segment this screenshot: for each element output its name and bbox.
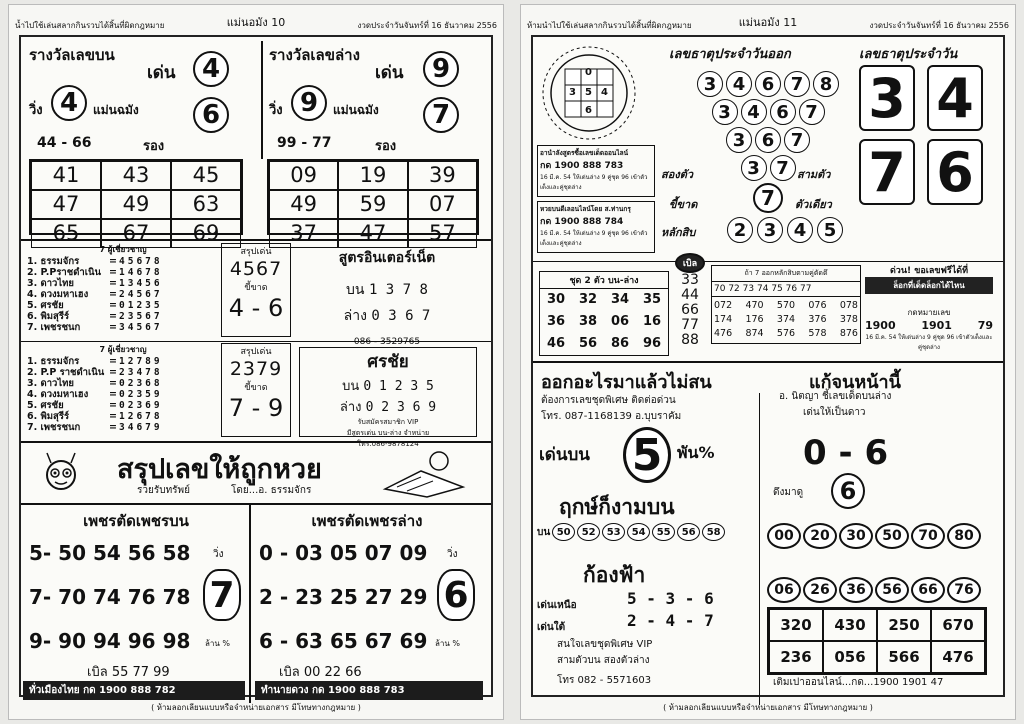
right-header-date: งวดประจำวันจันทร์ที่ 16 ธันวาคม 2556 bbox=[869, 21, 1009, 30]
pyramid-digit: 6 bbox=[755, 71, 781, 97]
lower-run-digit: 9 bbox=[291, 85, 327, 121]
grid-cell: 47 bbox=[31, 190, 101, 219]
pair-cell: 35 bbox=[642, 292, 662, 307]
summary-lower-cut-value: 7 - 9 bbox=[228, 394, 284, 422]
upper-number-grid bbox=[29, 159, 243, 245]
lead-percent: พัน% bbox=[677, 443, 715, 462]
internet-formula-panel bbox=[297, 243, 477, 347]
ad1-note: 16 มี.ค. 54 ให้เด่นล่าง 9 คู่ชุด 96 เข้าตัวเต็งและคู่ชุดล่าง bbox=[540, 174, 648, 191]
pair-chip: 56 bbox=[875, 577, 909, 603]
pair-chip: 76 bbox=[947, 577, 981, 603]
double-value: 66 bbox=[681, 302, 699, 318]
cut-upper-line: 7- 70 74 76 78 bbox=[29, 585, 191, 609]
grid-cell: 45 bbox=[171, 161, 241, 190]
grid-cell: 63 bbox=[171, 190, 241, 219]
grid-cell: 19 bbox=[338, 161, 407, 190]
cut-lower-tag: วิ่ง bbox=[447, 549, 458, 560]
row-digit: 2 bbox=[727, 217, 753, 243]
day-digit-grid bbox=[859, 65, 985, 205]
lower-sub-label: รอง bbox=[375, 139, 397, 154]
cut-lower-line: 6 - 63 65 67 69 bbox=[259, 629, 428, 653]
day-title: เลขธาตุประจำวัน bbox=[859, 47, 958, 62]
list-item: 7. เพชรชนก = 34679 bbox=[27, 422, 163, 433]
triple-cell: 430 bbox=[823, 609, 877, 641]
row-digit: 3 bbox=[757, 217, 783, 243]
lead-digit: 5 bbox=[623, 427, 671, 483]
grid-cell: 49 bbox=[269, 190, 338, 219]
pair-cell: 56 bbox=[578, 336, 598, 351]
pyramid-label: สามตัว bbox=[797, 168, 831, 181]
lucky-value: 53 bbox=[602, 523, 625, 541]
formula-title: สูตรอินเตอร์เน็ต bbox=[338, 250, 436, 266]
lucky-value: 58 bbox=[702, 523, 725, 541]
element-title: เลขธาตุประจำวันออก bbox=[669, 47, 791, 62]
summary-lower-box bbox=[221, 343, 291, 437]
kong-bottom-value: 2 - 4 - 7 bbox=[627, 611, 714, 630]
wheel-digit: 4 bbox=[601, 87, 608, 98]
sornchai-phone: โทร.086-9878124 bbox=[357, 440, 419, 448]
upper-sub-label: รอง bbox=[143, 139, 165, 154]
triple-cell: 476 bbox=[931, 641, 985, 673]
pair-cell: 46 bbox=[546, 336, 566, 351]
pyramid-digit: 7 bbox=[784, 127, 810, 153]
list-item: 7. เพชรชนก = 34567 bbox=[27, 322, 163, 333]
sornchai-top-label: บน bbox=[342, 379, 360, 394]
pair-cell: 32 bbox=[578, 292, 598, 307]
pyramid-digit: 6 bbox=[755, 127, 781, 153]
headline-right: แก้จนหน้านี้ bbox=[809, 372, 901, 393]
pair-chip: 26 bbox=[803, 577, 837, 603]
left-header-title: แม่นอมัง 10 bbox=[226, 16, 286, 29]
cut-lower-tail-value: 00 22 66 bbox=[303, 665, 362, 680]
double-value: 77 bbox=[681, 317, 699, 333]
ad-box-2 bbox=[537, 201, 655, 253]
experts-upper-title: 7 ผู้เชี่ยวชาญ bbox=[99, 245, 147, 254]
contact-line2: โทร. 087-1168139 อ.บุบราคัม bbox=[541, 411, 682, 422]
cut-lower-tag: ล้าน % bbox=[435, 639, 461, 648]
kong-top-row bbox=[537, 593, 577, 613]
lucky-label: บน bbox=[537, 526, 551, 538]
cut-upper-tail-label: เบิล bbox=[87, 665, 108, 680]
list-item: 6. พิมสุรีร์ = 12678 bbox=[27, 411, 163, 422]
vip-line3: โทร 082 - 5571603 bbox=[557, 675, 652, 686]
pair-row-a bbox=[767, 523, 981, 549]
lucky-title: ฤกษ์ก็งามบน bbox=[559, 495, 675, 519]
divider bbox=[533, 361, 1003, 363]
summary-upper-cut-value: 4 - 6 bbox=[228, 294, 284, 322]
summary-lower-title: สรุปเด่น bbox=[240, 347, 272, 357]
list-item: 4. ดวงมหาเฮง = 02359 bbox=[27, 389, 163, 400]
experts-lower-list bbox=[27, 343, 219, 433]
pyramid-digit: 6 bbox=[770, 99, 796, 125]
pair-chip: 36 bbox=[839, 577, 873, 603]
grid-cell: 49 bbox=[101, 190, 171, 219]
left-page bbox=[8, 4, 504, 720]
summary-upper-title: สรุปเด่น bbox=[240, 247, 272, 257]
pair-chip: 70 bbox=[911, 523, 945, 549]
nitya-line1: อ. นิตญา ชี้เลขเด็ดบนล่าง bbox=[779, 391, 892, 402]
upper-run-label: วิ่ง bbox=[29, 103, 43, 118]
grid-cell: 59 bbox=[338, 190, 407, 219]
rush-panel bbox=[865, 263, 993, 352]
pair-set-title: ชุด 2 ตัว บน-ล่าง bbox=[539, 271, 669, 289]
grid-cell: 69 bbox=[171, 219, 241, 248]
summary-upper-cut-label: ขี้ขาด bbox=[244, 283, 268, 293]
day-digit: 6 bbox=[927, 139, 983, 205]
summary-upper-box bbox=[221, 243, 291, 337]
list-item: 4. ดวงมหาเฮง = 24567 bbox=[27, 289, 163, 300]
reader-cartoon-icon bbox=[377, 447, 469, 499]
double-value: 88 bbox=[681, 332, 699, 348]
pair-cell: 34 bbox=[610, 292, 630, 307]
lower-run-label: วิ่ง bbox=[269, 103, 283, 118]
pyramid-digit: 3 bbox=[741, 155, 767, 181]
lower-prize-panel bbox=[261, 41, 483, 159]
day-digit: 4 bbox=[927, 65, 983, 131]
ad1-title: อานำลังสูตรซื้อเลขเด็ดออนไลน์ bbox=[540, 149, 629, 157]
wheel-digit: 0 bbox=[585, 67, 592, 78]
pyramid-label: หลักสิบ bbox=[661, 226, 696, 239]
pair-cell: 96 bbox=[642, 336, 662, 351]
cut-upper-digit: 7 bbox=[203, 569, 241, 621]
rush-title: ด่วน! ขอเลขฟรีได้ที่ bbox=[889, 266, 969, 276]
upper-lead-digit: 4 bbox=[193, 51, 229, 87]
pyramid-digit: 3 bbox=[697, 71, 723, 97]
hotline-bar-right: ทำนายดวง กด 1900 888 783 bbox=[255, 681, 483, 700]
double-value: 44 bbox=[681, 287, 699, 303]
list-item: 2. P.Pราชดำเนิน = 14678 bbox=[27, 267, 163, 278]
cut-upper-line: 5- 50 54 56 58 bbox=[29, 541, 191, 565]
three-digit-table bbox=[711, 265, 861, 344]
experts-lower-title: 7 ผู้เชี่ยวชาญ bbox=[99, 345, 147, 354]
pyramid-digit: 3 bbox=[726, 127, 752, 153]
triple-cell: 250 bbox=[877, 609, 931, 641]
sornchai-bottom-value: 0 2 3 6 9 bbox=[365, 400, 437, 415]
right-header-title: แม่นอมัง 11 bbox=[738, 16, 798, 29]
ad1-line: กด 1900 888 783 bbox=[540, 161, 624, 171]
cut-lower-line: 2 - 23 25 27 29 bbox=[259, 585, 428, 609]
lower-sub-digit: 7 bbox=[423, 97, 459, 133]
grid-cell: 67 bbox=[101, 219, 171, 248]
pair-chip: 20 bbox=[803, 523, 837, 549]
triple-cell: 670 bbox=[931, 609, 985, 641]
day-digit: 7 bbox=[859, 139, 915, 205]
left-header-disclaimer: น้ำไปใช้เล่นสลากกินรวบได้สิ้นที่ผิดกฎหมาย bbox=[15, 21, 165, 30]
divider bbox=[249, 503, 251, 703]
left-footer: ( ห้ามลอกเลียนแบบหรือจำหน่ายเอกสาร มีโทษทางกฎหมาย ) bbox=[151, 703, 361, 712]
nitya-pull-label: ดึงมาดู bbox=[773, 487, 804, 498]
three-digit-pairs: 70 72 73 74 75 76 77 bbox=[711, 282, 861, 297]
formula-top-value: 1 3 7 8 bbox=[368, 282, 428, 298]
divider bbox=[533, 261, 1003, 262]
sornchai-note1: รับสมัครสมาชิก VIP bbox=[357, 418, 419, 426]
triple-cell: 320 bbox=[769, 609, 823, 641]
pyramid-digit: 8 bbox=[813, 71, 839, 97]
left-header bbox=[15, 13, 497, 33]
formula-bottom-label: ล่าง bbox=[343, 308, 367, 324]
cut-lower-panel bbox=[255, 509, 479, 681]
list-item: 6. พิมสุรีร์ = 23567 bbox=[27, 311, 163, 322]
pair-cell: 30 bbox=[546, 292, 566, 307]
upper-run-text: แม่นฉมัง bbox=[93, 103, 139, 117]
double-column bbox=[673, 251, 707, 348]
divider bbox=[21, 239, 491, 241]
cut-upper-panel bbox=[27, 509, 245, 681]
pyramid-digit: 7 bbox=[799, 99, 825, 125]
rush-number: 79 bbox=[977, 319, 993, 332]
triple-cell: 236 bbox=[769, 641, 823, 673]
summary-lower-cut-label: ขี้ขาด bbox=[244, 383, 268, 393]
vip-line1: สนใจเลขชุดพิเศษ VIP bbox=[557, 639, 653, 650]
ad2-note: 16 มี.ค. 54 ให้เด่นล่าง 9 คู่ชุด 96 เข้าตัวเต็งและคู่ชุดล่าง bbox=[540, 230, 648, 247]
pair-cell: 06 bbox=[610, 314, 630, 329]
grid-cell: 43 bbox=[101, 161, 171, 190]
pair-cell: 16 bbox=[642, 314, 662, 329]
ad2-title: หวยบนดีเลอนไลน์โดย ส.ท่านกรุ bbox=[540, 205, 631, 213]
cut-lower-title: เพชรตัดเพชรล่าง bbox=[311, 512, 423, 530]
kong-top-value: 5 - 3 - 6 bbox=[627, 589, 714, 608]
pair-chip: 30 bbox=[839, 523, 873, 549]
day-digit: 3 bbox=[859, 65, 915, 131]
lucky-row bbox=[537, 523, 725, 541]
divider bbox=[759, 393, 760, 705]
rush-label: กดหมายเลข bbox=[907, 308, 951, 317]
banner-sub1: รวยรับทรัพย์ bbox=[137, 485, 190, 496]
pair-chip: 66 bbox=[911, 577, 945, 603]
pyramid-digit: 7 bbox=[753, 183, 783, 213]
lower-prize-title: รางวัลเลขล่าง bbox=[269, 46, 360, 64]
right-page bbox=[520, 4, 1016, 720]
lucky-value: 56 bbox=[677, 523, 700, 541]
lucky-value: 52 bbox=[577, 523, 600, 541]
cut-upper-tag: วิ่ง bbox=[213, 549, 224, 560]
pair-chip: 80 bbox=[947, 523, 981, 549]
contact-line1: ต้องการเลขชุดพิเศษ ติดต่อด่วน bbox=[541, 395, 676, 406]
pair-chip: 06 bbox=[767, 577, 801, 603]
lower-run-text: แม่นฉมัง bbox=[333, 103, 379, 117]
sornchai-bottom-label: ล่าง bbox=[339, 400, 362, 415]
rush-number: 1900 bbox=[865, 319, 896, 332]
right-frame bbox=[531, 35, 1005, 697]
list-item: 5. ศรชัย = 01235 bbox=[27, 300, 163, 311]
lower-number-grid bbox=[267, 159, 479, 245]
rush-number: 1901 bbox=[921, 319, 952, 332]
wheel-digit: 5 bbox=[585, 87, 592, 98]
sornchai-title: ศรชัย bbox=[367, 352, 409, 372]
kong-title: ก้องฟ้า bbox=[583, 563, 646, 587]
upper-lead-label: เด่น bbox=[147, 63, 176, 83]
pyramid-digit: 7 bbox=[770, 155, 796, 181]
row-digit: 4 bbox=[787, 217, 813, 243]
right-footer: ( ห้ามลอกเลียนแบบหรือจำหน่ายเอกสาร มีโทษทางกฎหมาย ) bbox=[663, 703, 873, 712]
pair-cell: 38 bbox=[578, 314, 598, 329]
cut-upper-tag: ล้าน % bbox=[205, 639, 231, 648]
right-header bbox=[527, 13, 1009, 33]
grid-cell: 47 bbox=[338, 219, 407, 248]
three-digit-grid: 072 470 570 076 078 174 176 374 376 378 476 874 576 578 876 bbox=[711, 297, 861, 344]
upper-pair: 44 - 66 bbox=[37, 135, 92, 151]
upper-prize-panel bbox=[27, 41, 249, 159]
lower-lead-digit: 9 bbox=[423, 51, 459, 87]
banner-title: สรุปเลขให้ถูกหวย bbox=[117, 454, 322, 485]
cut-upper-line: 9- 90 94 96 98 bbox=[29, 629, 191, 653]
lower-pair: 99 - 77 bbox=[277, 135, 332, 151]
left-header-date: งวดประจำวันจันทร์ที่ 16 ธันวาคม 2556 bbox=[357, 21, 497, 30]
row-digit: 5 bbox=[817, 217, 843, 243]
pyramid-digit: 4 bbox=[726, 71, 752, 97]
grid-cell: 09 bbox=[269, 161, 338, 190]
pyramid-label: ตัวเดียว bbox=[795, 198, 832, 211]
lower-lead-label: เด่น bbox=[375, 63, 404, 83]
list-item: 5. ศรชัย = 02369 bbox=[27, 400, 163, 411]
grid-cell: 41 bbox=[31, 161, 101, 190]
headline-left: ออกอะไรมาแล้วไม่สน bbox=[541, 372, 712, 393]
nitya-pull-digit: 6 bbox=[831, 473, 865, 509]
kong-bottom-row bbox=[537, 615, 565, 635]
lucky-value: 50 bbox=[552, 523, 575, 541]
ad2-line: กด 1900 888 784 bbox=[540, 217, 624, 227]
list-item: 3. ดาวไทย = 13456 bbox=[27, 278, 163, 289]
summary-lower-value: 2379 bbox=[229, 358, 283, 380]
list-item: 1. ธรรมจักร = 45678 bbox=[27, 256, 163, 267]
cut-lower-digit: 6 bbox=[437, 569, 475, 621]
grid-cell: 39 bbox=[408, 161, 477, 190]
experts-upper-list bbox=[27, 243, 219, 333]
grid-cell: 65 bbox=[31, 219, 101, 248]
upper-prize-title: รางวัลเลขบน bbox=[29, 46, 115, 64]
list-item: 3. ดาวไทย = 02368 bbox=[27, 378, 163, 389]
upper-run-digit: 4 bbox=[51, 85, 87, 121]
number-pyramid bbox=[683, 71, 853, 213]
kong-bottom-label: เด่นใต้ bbox=[537, 622, 566, 633]
pair-cell: 36 bbox=[546, 314, 566, 329]
kong-top-label: เด่นเหนือ bbox=[537, 600, 577, 611]
lead-label: เด่นบน bbox=[539, 445, 590, 465]
triple-grid bbox=[767, 607, 987, 675]
divider bbox=[21, 441, 491, 443]
nitya-pair: 0 - 6 bbox=[803, 433, 889, 473]
pyramid-label: ขี้ขาด bbox=[669, 198, 698, 211]
rush-sub: ล็อกที่เด็ดล็อกได้ไหน bbox=[865, 277, 993, 294]
triple-cell: 056 bbox=[823, 641, 877, 673]
mascot-icon bbox=[37, 449, 85, 497]
divider bbox=[21, 341, 491, 342]
double-label: เบิล bbox=[675, 253, 705, 273]
pyramid-digit: 3 bbox=[712, 99, 738, 125]
ad-box-1 bbox=[537, 145, 655, 197]
cut-lower-tail-label: เบิล bbox=[279, 665, 300, 680]
cut-upper-title: เพชรตัดเพชรบน bbox=[83, 512, 189, 530]
triple-cell: 566 bbox=[877, 641, 931, 673]
nitya-line2: เด่นให้เป็นดาว bbox=[803, 407, 866, 418]
grid-cell: 57 bbox=[408, 219, 477, 248]
formula-bottom-value: 0 3 6 7 bbox=[371, 308, 431, 324]
banner-sub2: โดย...อ. ธรรมจักร bbox=[231, 485, 312, 496]
right-header-disclaimer: ห้ามนำไปใช้เล่นสลากกินรวบได้สิ้นที่ผิดกฎหมาย bbox=[527, 21, 692, 30]
left-frame bbox=[19, 35, 493, 697]
cut-upper-tail-value: 55 77 99 bbox=[111, 665, 170, 680]
lucky-value: 54 bbox=[627, 523, 650, 541]
list-item: 1. ธรรมจักร = 12789 bbox=[27, 356, 163, 367]
wheel-digit: 3 bbox=[569, 87, 576, 98]
sornchai-top-value: 0 1 2 3 5 bbox=[363, 379, 434, 394]
divider bbox=[21, 503, 491, 505]
formula-top-label: บน bbox=[346, 282, 365, 298]
grid-cell: 07 bbox=[408, 190, 477, 219]
pair-set-table bbox=[539, 271, 669, 356]
digit-row bbox=[727, 217, 843, 243]
hotline-bar-left: ทั่วเมืองไทย กด 1900 888 782 bbox=[23, 681, 245, 700]
pair-row-b bbox=[767, 577, 981, 603]
list-item: 2. P.P ราชดำเนิน = 23478 bbox=[27, 367, 163, 378]
lucky-value: 55 bbox=[652, 523, 675, 541]
three-digit-title: ถ้า 7 ออกหลักสิบตามคู่ตัดตึ bbox=[711, 265, 861, 282]
pair-chip: 00 bbox=[767, 523, 801, 549]
grid-cell: 37 bbox=[269, 219, 338, 248]
pyramid-label: สองตัว bbox=[661, 168, 694, 181]
pair-chip: 50 bbox=[875, 523, 909, 549]
wheel-digit: 6 bbox=[585, 105, 592, 116]
cut-lower-line: 0 - 03 05 07 09 bbox=[259, 541, 428, 565]
upper-sub-digit: 6 bbox=[193, 97, 229, 133]
sornchai-panel bbox=[299, 347, 477, 448]
sornchai-note2: มีสูตรเด่น บน-ล่าง จำหน่าย bbox=[346, 429, 430, 437]
bottom-line: เติมเปาออนไลน์...กด...1900 1901 47 bbox=[773, 677, 944, 688]
pyramid-digit: 7 bbox=[784, 71, 810, 97]
double-value: 33 bbox=[681, 272, 699, 288]
formula-phone: 086 - 3529765 bbox=[353, 337, 421, 347]
pair-cell: 86 bbox=[610, 336, 630, 351]
summary-banner bbox=[27, 445, 477, 501]
vip-line2: สามตัวบน สองตัวล่าง bbox=[557, 655, 650, 666]
rush-note: 16 มี.ค. 54 ให้เด่นล่าง 9 คู่ชุด 96 เข้าตัวเต็งและคู่ชุดล่าง bbox=[865, 334, 993, 351]
summary-upper-value: 4567 bbox=[229, 258, 283, 280]
pyramid-digit: 4 bbox=[741, 99, 767, 125]
